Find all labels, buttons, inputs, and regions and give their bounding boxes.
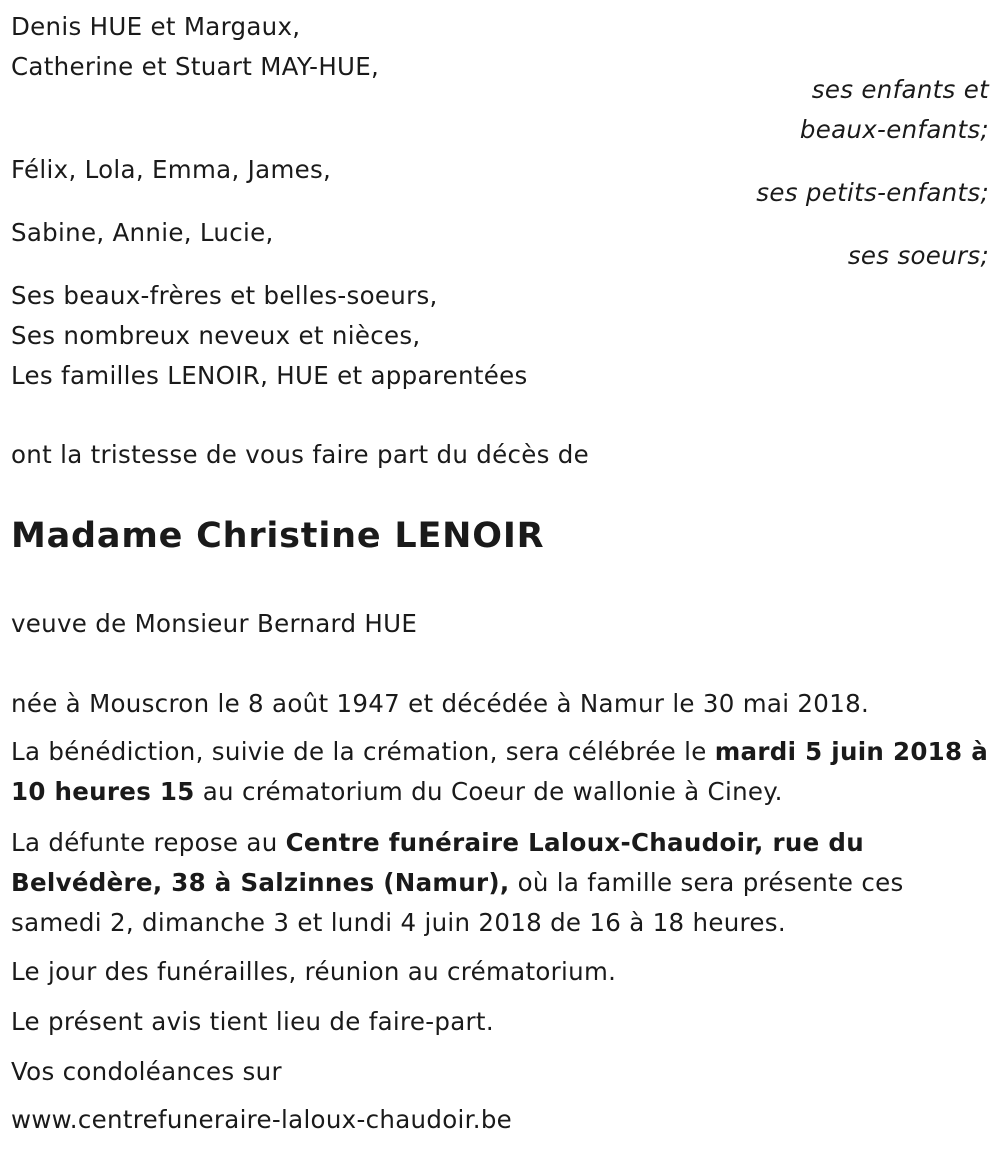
deceased-name: Madame Christine LENOIR: [11, 516, 545, 556]
repose-paragraph: [11, 823, 989, 943]
birth-death-details: née à Mouscron le 8 août 1947 et décédée à Namur le 30 mai 2018.: [11, 689, 870, 718]
children-line-2: Catherine et Stuart MAY-HUE,: [11, 52, 380, 81]
nephews-line: Ses nombreux neveux et nièces,: [11, 321, 421, 350]
children-line-1: Denis HUE et Margaux,: [11, 12, 301, 41]
in-laws-line: Ses beaux-frères et belles-soeurs,: [11, 281, 438, 310]
announcement-text: ont la tristesse de vous faire part du décès de: [11, 440, 590, 469]
families-line: Les familles LENOIR, HUE et apparentées: [11, 361, 528, 390]
funeral-day-text: Le jour des funérailles, réunion au crématorium.: [11, 957, 617, 986]
repose-prefix: La défunte repose au: [11, 828, 286, 857]
children-role-line-1: ses enfants et: [811, 75, 989, 104]
notice-text: Le présent avis tient lieu de faire-part.: [11, 1007, 494, 1036]
ceremony-datetime: mardi 5 juin 2018 à 10 heures 15: [11, 737, 989, 806]
widow-of: veuve de Monsieur Bernard HUE: [11, 609, 418, 638]
condolences-label: Vos condoléances sur: [11, 1057, 282, 1086]
repose-suffix: où la famille sera présente ces samedi 2, dimanche 3 et lundi 4 juin 2018 de 16 à 18 heures.: [11, 868, 904, 937]
sisters-names: Sabine, Annie, Lucie,: [11, 218, 274, 247]
grandchildren-names: Félix, Lola, Emma, James,: [11, 155, 332, 184]
ceremony-paragraph: [11, 732, 989, 812]
grandchildren-role: ses petits-enfants;: [756, 178, 989, 207]
sisters-role: ses soeurs;: [847, 241, 989, 270]
repose-place: Centre funéraire Laloux-Chaudoir, rue du Belvédère, 38 à Salzinnes (Namur),: [11, 828, 864, 897]
children-role-line-2: beaux-enfants;: [799, 115, 989, 144]
website-link[interactable]: www.centrefuneraire-laloux-chaudoir.be: [11, 1105, 513, 1134]
condolences-website[interactable]: [11, 1105, 512, 1134]
ceremony-suffix: au crématorium du Coeur de wallonie à Ciney.: [194, 777, 783, 806]
ceremony-prefix: La bénédiction, suivie de la crémation, sera célébrée le: [11, 737, 715, 766]
